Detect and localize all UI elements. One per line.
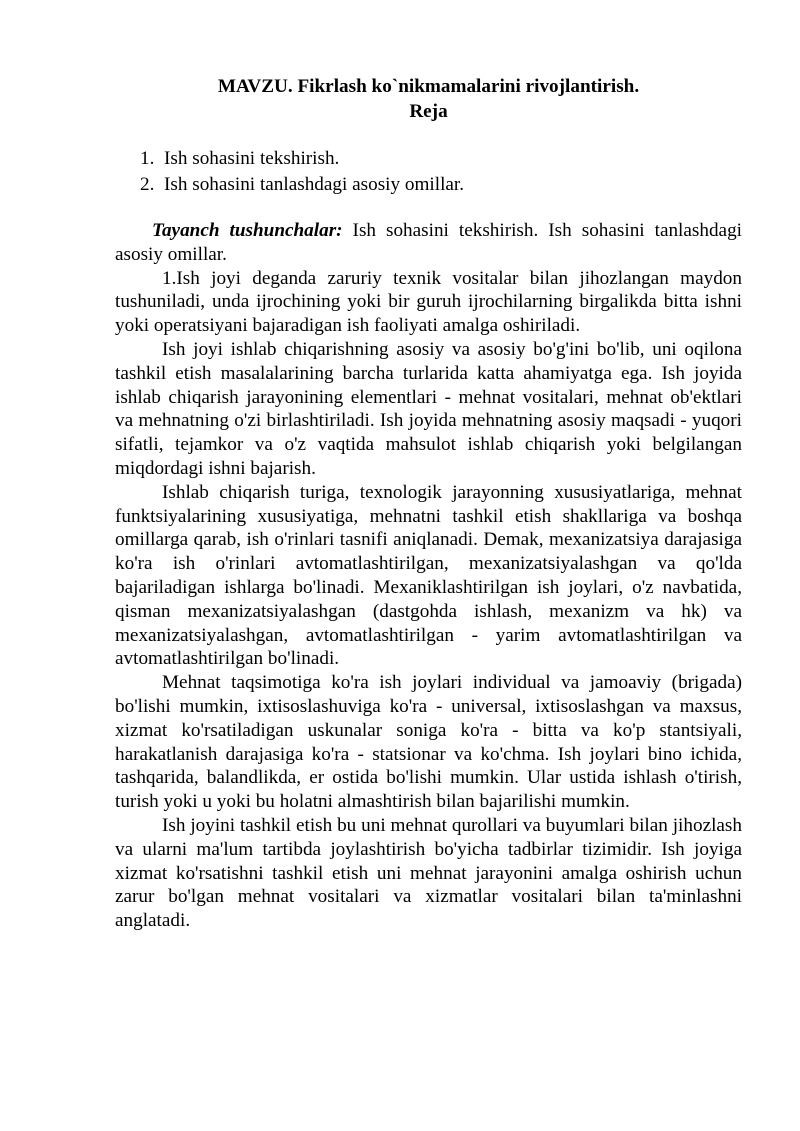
list-item	[115, 172, 742, 198]
page-subtitle: Reja	[409, 101, 448, 122]
list-item-number: 1.	[140, 148, 155, 169]
key-terms-paragraph	[115, 219, 742, 267]
key-terms-label: Tayanch tushunchalar:	[152, 220, 343, 241]
list-item-text: Ish sohasini tekshirish.	[164, 148, 340, 169]
body-paragraph: 1.Ish joyi deganda zaruriy texnik vositalar bilan jihozlangan maydon tushuniladi, unda ijrochining yoki bir guruh ijrochilarning birgalikda bitta ishni yoki operatsiyani bajaradigan ish faoliyati amalga oshiriladi.	[115, 267, 742, 337]
key-terms-text: Ish sohasini tekshirish. Ish sohasini tanlashdagi asosiy omillar.	[115, 220, 742, 265]
list-item-text: Ish sohasini tanlashdagi asosiy omillar.	[164, 174, 465, 195]
plan-list	[115, 146, 742, 198]
body-paragraph: Mehnat taqsimotiga ko'ra ish joylari individual va jamoaviy (brigada) bo'lishi mumkin, ixtisoslashuviga ko'ra - universal, ixtisoslashgan va maxsus, xizmat ko'rsatiladigan uskunalar soniga ko'ra - bitta va ko'p stantsiyali, harakatlanish darajasiga ko'ra - statsionar va ko'chma. Ish joylari bino ichida, tashqarida, balandlikda, er ostida bo'lishi mumkin. Ular ustida ishlash o'tirish, turish yoki u yoki bu holatni almashtirish bilan bajarilishi mumkin.	[115, 672, 742, 813]
list-item-number: 2.	[140, 174, 155, 195]
page-title: MAVZU. Fikrlash ko`nikmamalarini rivojlantirish.	[217, 76, 640, 97]
list-item	[115, 146, 742, 172]
body-paragraph: Ish joyi ishlab chiqarishning asosiy va asosiy bo'g'ini bo'lib, uni oqilona tashkil etish masalalarining barcha turlarida katta ahamiyatga ega. Ish joyida ishlab chiqarish jarayonining elementlari - mehnat vositalari, mehnat ob'ektlari va mehnatning o'zi birlashtiriladi. Ish joyida mehnatning asosiy maqsadi - yuqori sifatli, tejamkor va o'z vaqtida mahsulot ishlab chiqarish yoki belgilangan miqdordagi ishni bajarish.	[115, 338, 742, 479]
body-paragraph: Ish joyini tashkil etish bu uni mehnat qurollari va buyumlari bilan jihozlash va ularni ma'lum tartibda joylashtirish bo'yicha tadbirlar tizimidir. Ish joyiga xizmat ko'rsatishni tashkil etish uni mehnat jarayonini amalga oshirish uchun zarur bo'lgan mehnat vositalari va xizmatlar vositalari bilan ta'minlashni anglatadi.	[115, 814, 742, 932]
body-paragraph: Ishlab chiqarish turiga, texnologik jarayonning xususiyatlariga, mehnat funktsiyalarining xususiyatiga, mehnatni tashkil etish shakllariga va boshqa omillarga qarab, ish o'rinlari tasnifi aniqlanadi. Demak, mexanizatsiya darajasiga ko'ra ish o'rinlari avtomatlashtirilgan, mexanizatsiyalashgan va qo'lda bajariladigan ishlarga bo'linadi. Mexaniklashtirilgan ish joylari, o'z navbatida, qisman mexanizatsiyalashgan (dastgohda ishlash, mexanizm va hk) va mexanizatsiyalashgan, avtomatlashtirilgan - yarim avtomatlashtirilgan va avtomatlashtirilgan bo'linadi.	[115, 481, 742, 670]
